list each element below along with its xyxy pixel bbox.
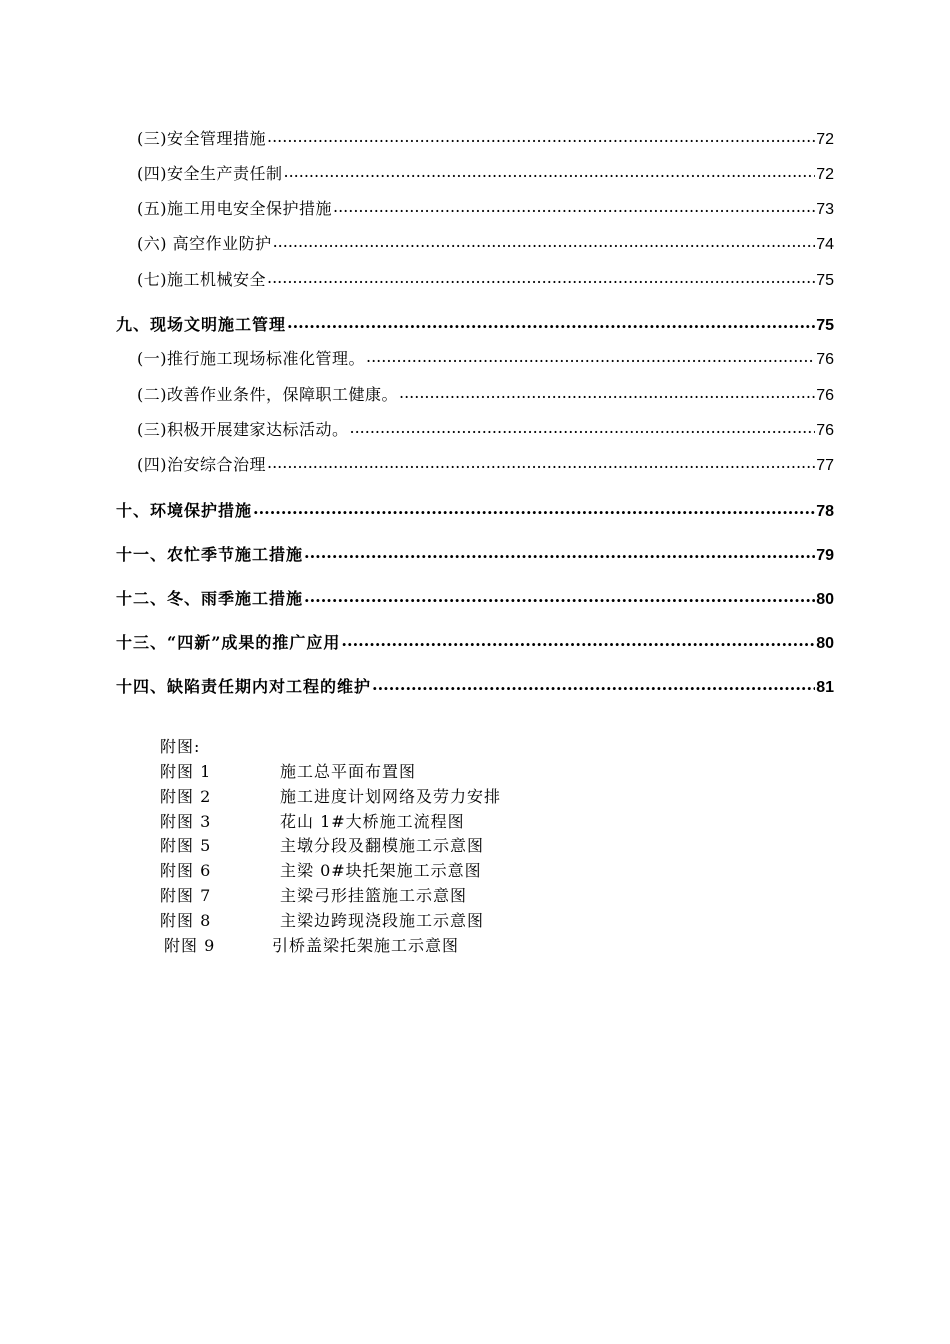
toc-entry-title: (二)改善作业条件，保障职工健康。 xyxy=(137,385,398,404)
toc-entry-title: (六) 高空作业防护 xyxy=(137,234,272,253)
toc-entry-page: 77 xyxy=(816,457,834,474)
figure-label: 附图 5 xyxy=(160,836,212,855)
figure-title: 施工进度计划网络及劳力安排 xyxy=(280,787,502,806)
toc-entry[interactable] xyxy=(137,126,834,149)
figure-title: 施工总平面布置图 xyxy=(280,762,417,781)
toc-entry[interactable] xyxy=(137,452,834,475)
toc-entry-title: 九、现场文明施工管理 xyxy=(116,315,287,334)
toc-leader-dots xyxy=(304,544,815,560)
toc-leader-dots xyxy=(341,632,815,648)
toc-entry-title: 十三、“四新”成果的推广应用 xyxy=(116,633,341,652)
toc-leader-dots xyxy=(350,419,816,435)
figure-title: 主梁边跨现浇段施工示意图 xyxy=(280,911,485,930)
toc-chapter-entry[interactable] xyxy=(116,586,834,609)
toc-leader-dots xyxy=(267,269,815,285)
toc-leader-dots xyxy=(253,500,815,516)
toc-entry-title: 十四、缺陷责任期内对工程的维护 xyxy=(116,677,372,696)
toc-entry[interactable] xyxy=(137,231,834,254)
toc-entry-title: (三)安全管理措施 xyxy=(137,129,266,148)
toc-chapter-entry[interactable] xyxy=(116,542,834,565)
toc-leader-dots xyxy=(372,676,815,692)
toc-leader-dots xyxy=(304,588,815,604)
toc-entry-title: (四)安全生产责任制 xyxy=(137,164,283,183)
figure-label: 附图 6 xyxy=(160,861,212,880)
toc-entry-page: 74 xyxy=(816,236,834,253)
toc-entry-page: 76 xyxy=(816,387,834,404)
figure-title: 花山 1#大桥施工流程图 xyxy=(280,812,465,831)
toc-entry-title: (七)施工机械安全 xyxy=(137,270,266,289)
toc-entry[interactable] xyxy=(137,417,834,440)
toc-entry-page: 72 xyxy=(816,131,834,148)
toc-entry-page: 73 xyxy=(816,201,834,218)
toc-leader-dots xyxy=(366,348,815,364)
toc-entry-page: 76 xyxy=(816,422,834,439)
toc-entry-page: 80 xyxy=(816,635,834,652)
figure-title: 主梁弓形挂篮施工示意图 xyxy=(280,886,468,905)
toc-leader-dots xyxy=(399,384,815,400)
toc-leader-dots xyxy=(273,233,816,249)
toc-entry-title: (四)治安综合治理 xyxy=(137,455,266,474)
figure-title: 主墩分段及翻模施工示意图 xyxy=(280,836,485,855)
figure-label: 附图 2 xyxy=(160,787,212,806)
toc-leader-dots xyxy=(284,163,816,179)
toc-chapter-entry[interactable] xyxy=(116,498,834,521)
toc-chapter-entry[interactable] xyxy=(116,630,834,653)
toc-entry[interactable] xyxy=(137,196,834,219)
toc-entry-page: 80 xyxy=(816,591,834,608)
toc-leader-dots xyxy=(267,128,815,144)
figures-heading: 附图: xyxy=(160,737,201,756)
toc-entry-page: 81 xyxy=(816,679,834,696)
toc-entry-title: 十一、农忙季节施工措施 xyxy=(116,545,304,564)
figure-label: 附图 3 xyxy=(160,812,212,831)
figure-title: 主梁 0#块托架施工示意图 xyxy=(280,861,482,880)
toc-entry[interactable] xyxy=(137,161,834,184)
toc-leader-dots xyxy=(333,198,815,214)
toc-entry[interactable] xyxy=(137,267,834,290)
figure-label: 附图 1 xyxy=(160,762,212,781)
toc-entry-title: (一)推行施工现场标准化管理。 xyxy=(137,349,365,368)
toc-entry-page: 72 xyxy=(816,166,834,183)
toc-leader-dots xyxy=(267,454,815,470)
figure-title: 引桥盖梁托架施工示意图 xyxy=(272,936,460,955)
toc-entry-title: 十二、冬、雨季施工措施 xyxy=(116,589,304,608)
toc-entry-page: 79 xyxy=(816,547,834,564)
toc-entry-title: (三)积极开展建家达标活动。 xyxy=(137,420,349,439)
toc-chapter-entry[interactable] xyxy=(116,674,834,697)
figure-label: 附图 8 xyxy=(160,911,212,930)
toc-entry-page: 75 xyxy=(816,317,834,334)
toc-entry[interactable] xyxy=(137,346,834,369)
toc-entry-title: (五)施工用电安全保护措施 xyxy=(137,199,332,218)
figure-label: 附图 7 xyxy=(160,886,212,905)
toc-entry-page: 75 xyxy=(816,272,834,289)
toc-entry-page: 78 xyxy=(816,503,834,520)
toc-chapter-entry[interactable] xyxy=(116,312,834,335)
toc-entry-title: 十、环境保护措施 xyxy=(116,501,253,520)
figure-label: 附图 9 xyxy=(164,936,216,955)
toc-entry-page: 76 xyxy=(816,351,834,368)
toc-leader-dots xyxy=(287,314,815,330)
toc-entry[interactable] xyxy=(137,382,834,405)
